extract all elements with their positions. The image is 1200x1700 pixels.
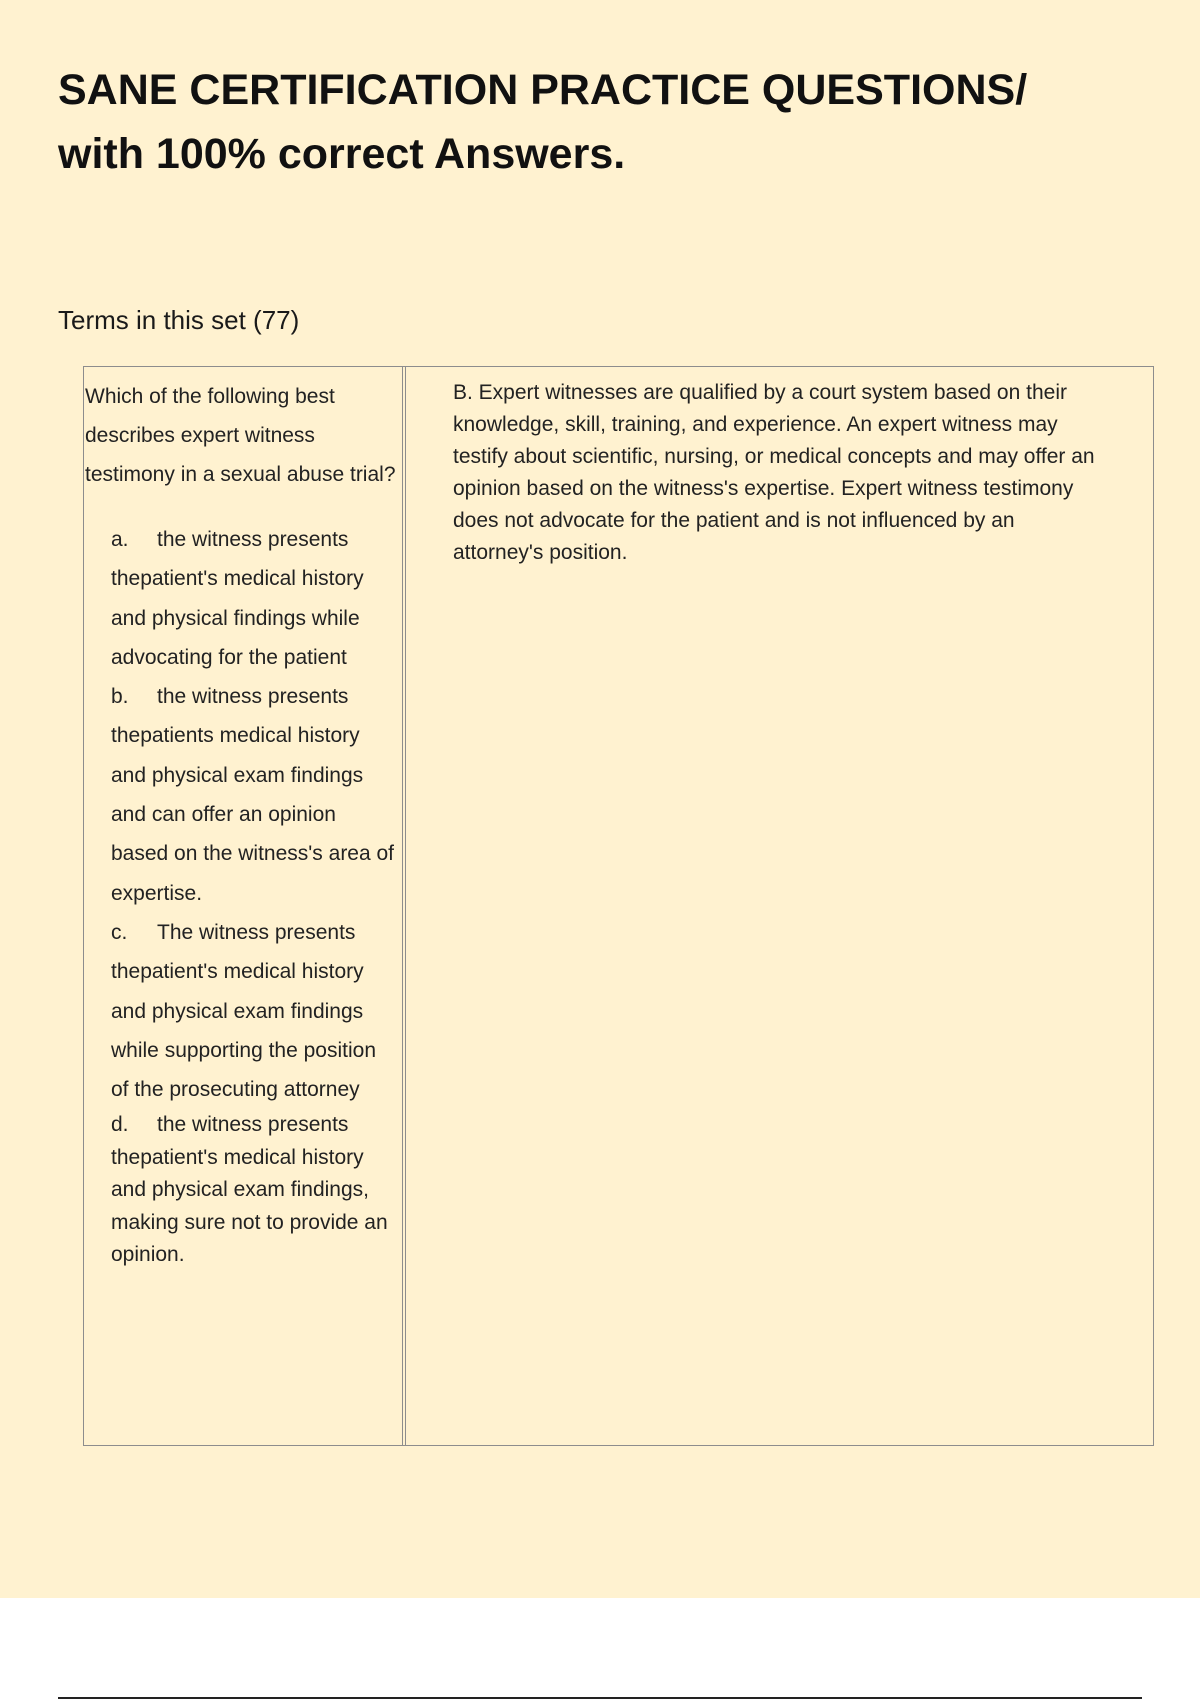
option-b — [111, 677, 396, 913]
option-letter: d. — [111, 1113, 129, 1137]
option-text: The witness presents thepatient's medical history and physical exam findings while supporting the position of the prosecuting attorney — [111, 920, 377, 1102]
option-c — [111, 913, 396, 1109]
answer-options-list — [84, 520, 396, 1272]
option-a — [111, 520, 396, 677]
option-text: the witness presents thepatients medical history and physical exam findings and can offer an opinion based on the witness's area of expertise. — [111, 685, 395, 905]
option-letter: b. — [111, 685, 129, 709]
option-d — [111, 1109, 396, 1272]
option-text: the witness presents thepatient's medical history and physical findings while advocating for the patient — [111, 528, 364, 669]
terms-count-label: Terms in this set (77) — [58, 305, 300, 335]
option-letter: a. — [111, 528, 129, 551]
option-text: the witness presents thepatient's medical history and physical exam findings, making sure not to provide an opinion. — [111, 1113, 388, 1267]
question-text: Which of the following best describes expert witness testimony in a sexual abuse trial? — [85, 385, 396, 486]
question-cell — [84, 377, 396, 1272]
answer-cell: B. Expert witnesses are qualified by a court system based on their knowledge, skill, training, and experience. An expert witness may testify about scientific, nursing, or medical concepts and may offer an opinion based on the witness's expertise. Expert witness testimony does not advocate for the patient and is not influenced by an attorney's position. — [453, 381, 1095, 564]
document-title: SANE CERTIFICATION PRACTICE QUESTIONS/ with 100% correct Answers. — [58, 66, 1028, 178]
term-card-table — [83, 366, 1154, 1446]
column-divider — [402, 367, 406, 1445]
footer-rule — [58, 1697, 1142, 1699]
option-letter: c. — [111, 920, 128, 944]
